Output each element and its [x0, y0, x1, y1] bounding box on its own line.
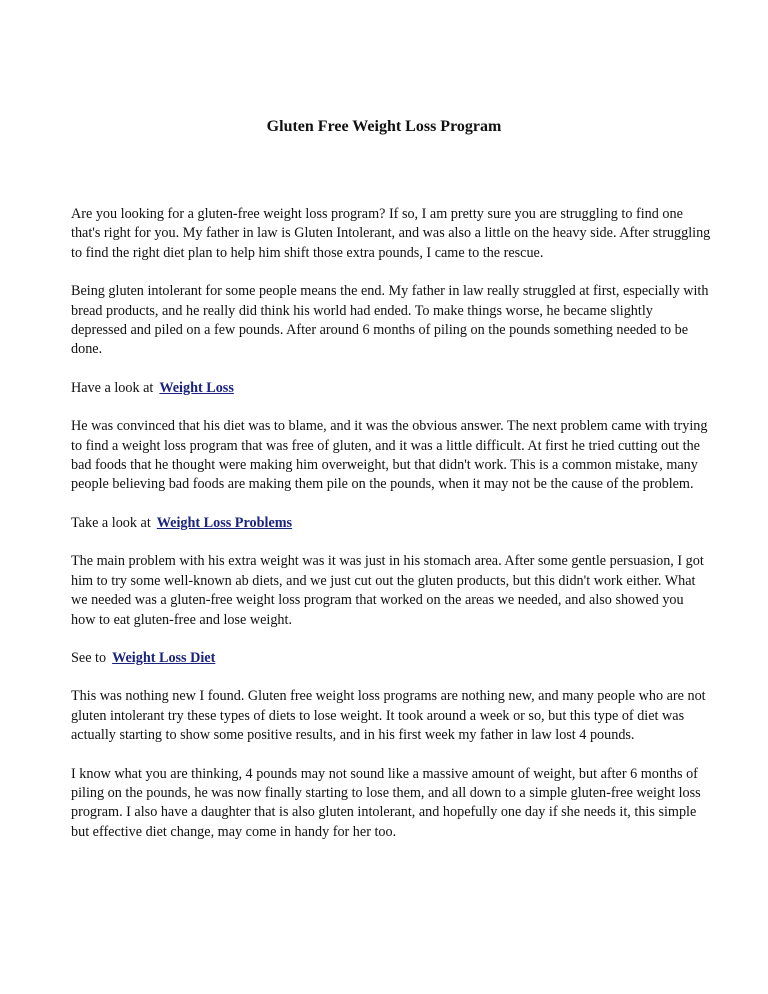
paragraph-diet-blame: He was convinced that his diet was to blame, and it was the obvious answer. The next problem came with trying to find a weight loss program that was free of gluten, and it was a little difficult. At first he tried cutting out the bad foods that he thought were making him overweight, but that didn't work. This is a common mistake, many people believing bad foods are making them pile on the pounds, when it may not be the cause of the problem.: [71, 418, 708, 493]
link-lead-text: Have a look at: [71, 379, 154, 396]
paragraph-stomach-area: The main problem with his extra weight was it was just in his stomach area. After some gentle persuasion, I got him to try some well-known ab diets, and we just cut out the gluten products, but this didn't work either. What we needed was a gluten-free weight loss program that worked on the areas we needed, and also showed you how to eat gluten-free and lose weight.: [71, 553, 704, 628]
link-line-weight-loss-problems: [71, 514, 711, 533]
paragraph-intro: Are you looking for a gluten-free weight loss program? If so, I am pretty sure you are struggling to find one that's right for you. My father in law is Gluten Intolerant, and was also a little on the heavy side. After struggling to find the right diet plan to help him shift those extra pounds, I came to the rescue.: [71, 206, 711, 261]
link-line-weight-loss: [71, 379, 711, 398]
weight-loss-problems-link[interactable]: Weight Loss Problems: [156, 514, 293, 531]
paragraph-four-pounds: I know what you are thinking, 4 pounds may not sound like a massive amount of weight, but after 6 months of piling on the pounds, he was now finally starting to lose them, and all down to a simple gluten-free weight loss program. I also have a daughter that is also gluten intolerant, and hopefully one day if she needs it, this simple but effective diet change, may come in handy for her too.: [71, 765, 701, 840]
paragraph-gluten-intolerant: Being gluten intolerant for some people means the end. My father in law really struggled at first, especially with bread products, and he really did think his world had ended. To make things worse, he became slightly depressed and piled on a few pounds. After around 6 months of piling on the pounds something needed to be done.: [71, 283, 709, 358]
link-line-weight-loss-diet: [71, 649, 711, 668]
weight-loss-diet-link[interactable]: Weight Loss Diet: [112, 649, 216, 666]
paragraph-nothing-new: This was nothing new I found. Gluten free weight loss programs are nothing new, and many people who are not gluten intolerant try these types of diets to lose weight. It took around a week or so, but this type of diet was actually starting to show some positive results, and in his first week my father in law lost 4 pounds.: [71, 688, 706, 744]
document-title: Gluten Free Weight Loss Program: [266, 118, 502, 135]
document-body: [71, 205, 711, 861]
link-lead-text: See to: [71, 649, 107, 666]
link-lead-text: Take a look at: [71, 514, 151, 531]
weight-loss-link[interactable]: Weight Loss: [159, 379, 234, 396]
